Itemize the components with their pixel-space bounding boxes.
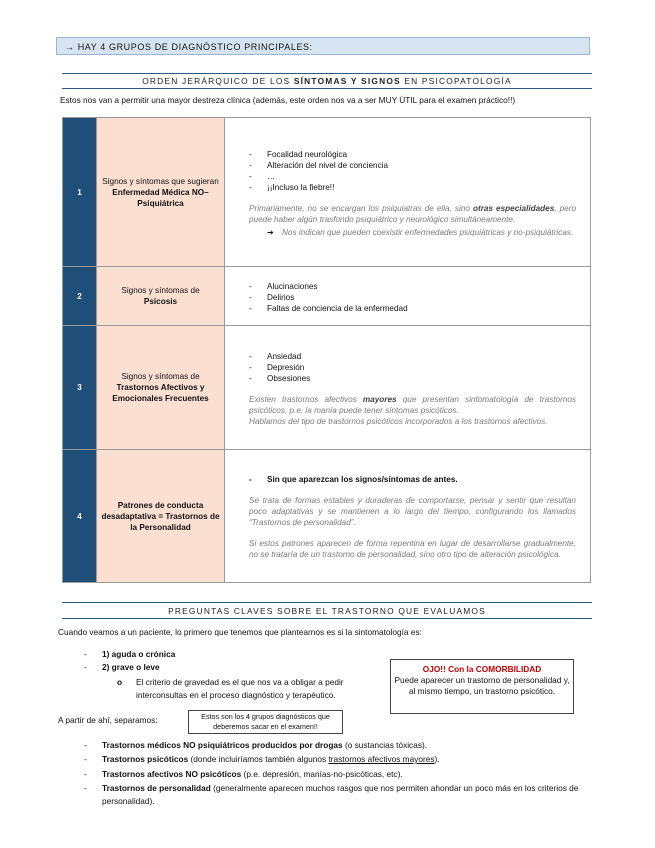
divider xyxy=(62,618,592,619)
list-item: - Obsesiones xyxy=(249,373,576,384)
group-item: - Trastornos de personalidad (generalmente aparecen muchos rasgos que nos permiten ahondar un poco más en los criterios de personalidad). xyxy=(84,783,579,806)
row-details xyxy=(225,450,591,583)
arrow-icon: ➔ xyxy=(267,227,274,237)
list-item: - Faltas de conciencia de la enfermedad xyxy=(249,303,576,314)
list-item: - Alteración del nivel de conciencia xyxy=(249,160,576,171)
question-1: - 1) aguda o crónica xyxy=(84,649,176,659)
row-note: Existen trastornos afectivos mayores que presentan sintomatología de trastornos psicóticos, p.e. la manía puede tener síntomas psicóticos. xyxy=(249,394,576,415)
row-note: Primariamente, no se encargan los psiquiatras de ella, sino otras especialidades, pero puede haber algún trasfondo psiquiátrico y neurológico simultáneamente. xyxy=(249,203,576,224)
divider xyxy=(62,88,592,89)
row-label: Patrones de conducta desadaptativa = Trastornos de la Personalidad xyxy=(97,450,225,583)
table-row xyxy=(63,326,591,450)
intro-text: Estos nos van a permitir una mayor destreza clínica (además, este orden nos va a ser MUY ÚTIL para el examen práctico!!) xyxy=(60,95,516,105)
table-row xyxy=(63,450,591,583)
list-item: - Focalidad neurológica xyxy=(249,149,576,160)
list-item: - … xyxy=(249,171,576,182)
list-item: - Sin que aparezcan los signos/síntomas de antes. xyxy=(249,474,576,485)
group-item: - Trastornos psicóticos (donde incluiríamos también algunos trastornos afectivos mayores). xyxy=(84,754,440,764)
row-note: Si estos patrones aparecen de forma repentina en lugar de desarrollarse gradualmente, no se trataría de un trastorno de personalidad, sino otro tipo de alteración psicológica. xyxy=(249,539,576,559)
question-2: - 2) grave o leve xyxy=(84,662,160,672)
list-item: - ¡¡Incluso la fiebre!! xyxy=(249,182,576,193)
divider xyxy=(62,73,592,74)
row-details xyxy=(225,118,591,267)
row-label: Signos y síntomas de Trastornos Afectivos y Emocionales Frecuentes xyxy=(97,326,225,450)
section-banner: → HAY 4 GRUPOS DE DIAGNÓSTICO PRINCIPALES: xyxy=(56,37,590,55)
group-item: - Trastornos afectivos NO psicóticos (p.e. depresión, manías-no-psicóticas, etc). xyxy=(84,769,403,779)
question-2-detail: o El criterio de gravedad es el que nos va a obligar a pedir interconsultas en el proceso diagnóstico y terapéutico. xyxy=(117,677,344,700)
arrow-note: ➔ Nos indican que pueden coexistir enfermedades psiquiátricas y no-psiquiátricas. xyxy=(267,227,574,237)
row-details xyxy=(225,326,591,450)
row-note: Hablamos del tipo de trastornos psicóticos incorporados a los trastornos afectivos. xyxy=(249,416,548,426)
cuando-text: Cuando veamos a un paciente, lo primero que tenemos que plantearnos es si la sintomatología es: xyxy=(58,627,422,637)
exam-note-box: Estos son los 4 grupos diagnósticos que deberemos sacar en el examen!! xyxy=(188,710,343,734)
divider xyxy=(62,602,592,603)
row-number: 3 xyxy=(63,326,97,450)
row-label: Signos y síntomas de Psicosis xyxy=(97,267,225,326)
section-title-hierarchy: ORDEN JERÁRQUICO DE LOS SÍNTOMAS Y SIGNOS EN PSICOPATOLOGÍA xyxy=(142,76,512,86)
row-number: 1 xyxy=(63,118,97,267)
row-number: 4 xyxy=(63,450,97,583)
list-item: - Alucinaciones xyxy=(249,281,576,292)
list-item: - Ansiedad xyxy=(249,351,576,362)
group-item: - Trastornos médicos NO psiquiátricos producidos por drogas (o sustancias tóxicas). xyxy=(84,740,428,750)
hierarchy-table xyxy=(62,117,591,583)
section-title-questions: PREGUNTAS CLAVES SOBRE EL TRASTORNO QUE EVALUAMOS xyxy=(168,606,486,616)
table-row xyxy=(63,267,591,326)
table-row xyxy=(63,118,591,267)
row-note: Se trata de formas estables y duraderas de comportarse, pensar y sentir que resultan poco adaptativas y se mantienen a lo largo del tiempo, configurando los llamados “Trastornos de personalidad”. xyxy=(249,496,576,527)
row-number: 2 xyxy=(63,267,97,326)
list-item: - Delirios xyxy=(249,292,576,303)
row-label: Signos y síntomas que sugieran Enfermedad Médica NO–Psiquiátrica xyxy=(97,118,225,267)
row-details xyxy=(225,267,591,326)
apartir-text: A partir de ahí, separamos: xyxy=(58,715,158,725)
list-item: - Depresión xyxy=(249,362,576,373)
comorbidity-callout: OJO!! Con la COMORBILIDAD Puede aparecer un trastorno de personalidad y, al mismo tiempo, un trastorno psicótico. xyxy=(390,659,574,714)
